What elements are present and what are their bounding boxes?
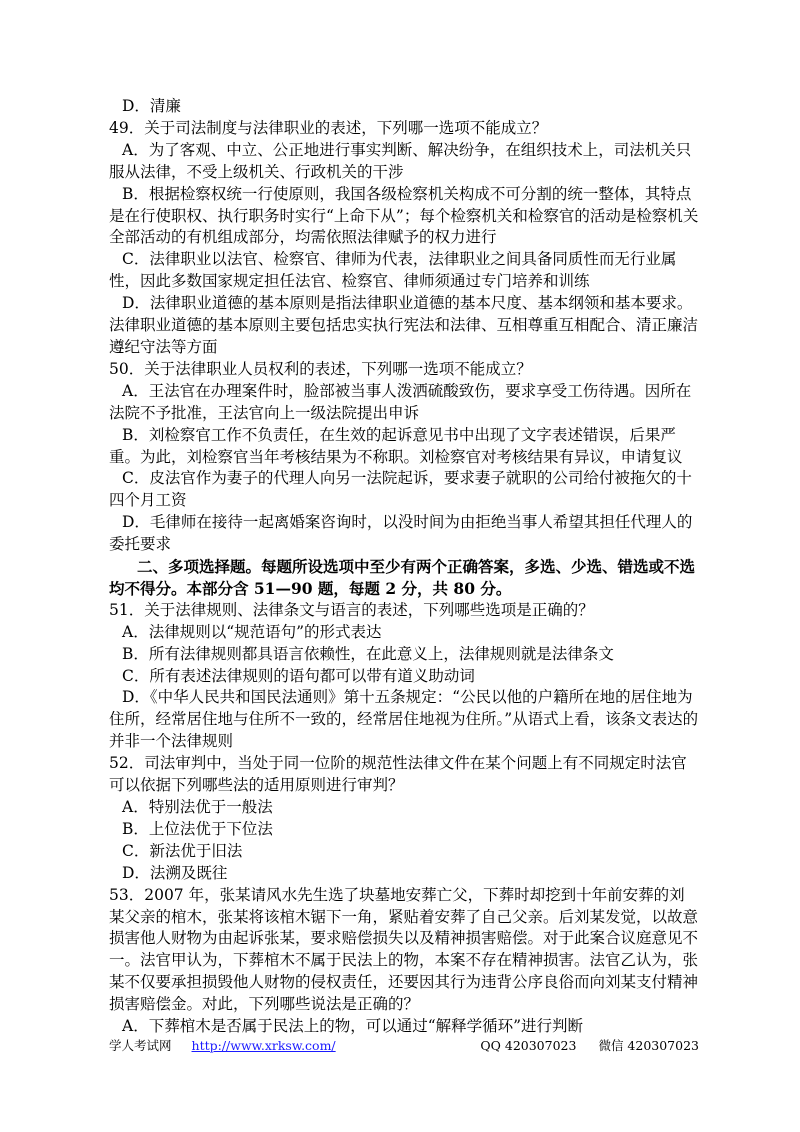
footer-url-link[interactable]: http://www.xrksw.com/ — [191, 1038, 336, 1053]
answer-option: D．法律职业道德的基本原则是指法律职业道德的基本尺度、基本纲领和基本要求。法律职业道德的基本原则主要包括忠实执行宪法和法律、互相尊重互相配合、清正廉洁遵纪守法等方面 — [109, 294, 699, 356]
answer-option: D．法溯及既往 — [122, 863, 228, 882]
question-stem: 50．关于法律职业人员权利的表述，下列哪一选项不能成立？ — [109, 359, 532, 378]
footer-right — [480, 1038, 699, 1054]
answer-option: B．所有法律规则都具语言依赖性，在此意义上，法律规则就是法律条文 — [122, 644, 614, 663]
answer-option: B．刘检察官工作不负责任，在生效的起诉意见书中出现了文字表述错误，后果严重。为此，刘检察官当年考核结果为不称职。刘检察官对考核结果有异议，申请复议 — [109, 425, 683, 466]
question-stem: 49．关于司法制度与法律职业的表述，下列哪一选项不能成立？ — [109, 118, 548, 137]
question-stem: 51．关于法律规则、法律条文与语言的表述，下列哪些选项是正确的？ — [109, 600, 594, 619]
footer-wechat: 微信 420307023 — [598, 1038, 699, 1053]
document-body — [109, 96, 699, 1038]
answer-option: C．法律职业以法官、检察官、律师为代表，法律职业之间具备同质性而无行业属性，因此多数国家规定担任法官、检察官、律师须通过专门培养和训练 — [109, 250, 677, 291]
answer-option: C．所有表述法律规则的语句都可以带有道义助动词 — [122, 666, 475, 685]
answer-option: D．清廉 — [122, 97, 181, 115]
question-stem: 52．司法审判中，当处于同一位阶的规范性法律文件在某个问题上有不同规定时法官可以依据下列哪些法的适用原则进行审判？ — [109, 754, 687, 795]
answer-option: A．法律规则以“规范语句”的形式表达 — [122, 622, 382, 641]
page-footer — [109, 1038, 699, 1054]
answer-option: B．上位法优于下位法 — [122, 819, 273, 838]
answer-option: C．皮法官作为妻子的代理人向另一法院起诉，要求妻子就职的公司给付被拖欠的十四个月工资 — [109, 469, 692, 510]
footer-left — [109, 1038, 336, 1054]
section-heading: 二、多项选择题。每题所设选项中至少有两个正确答案，多选、少选、错选或不选均不得分。本部分含 51—90 题，每题 2 分，共 80 分。 — [109, 557, 696, 598]
answer-option: D．毛律师在接待一起离婚案咨询时，以没时间为由拒绝当事人希望其担任代理人的委托要求 — [109, 513, 693, 554]
question-stem: 53．2007 年，张某请风水先生选了块墓地安葬亡父，下葬时却挖到十年前安葬的刘某父亲的棺木，张某将该棺木锯下一角，紧贴着安葬了自己父亲。后刘某发觉，以故意损害他人财物为由起诉张某，要求赔偿损失以及精神损害赔偿。对于此案合议庭意见不一。法官甲认为，下葬棺木不属于民法上的物，本案不存在精神损害。法官乙认为，张某不仅要承担损毁他人财物的侵权责任，还要因其行为违背公序良俗而向刘某支付精神损害赔偿金。对此，下列哪些说法是正确的？ — [109, 885, 699, 1014]
answer-option: B．根据检察权统一行使原则，我国各级检察机关构成不可分割的统一整体，其特点是在行使职权、执行职务时实行“上命下从”；每个检察机关和检察官的活动是检察机关全部活动的有机组成部分，均需依照法律赋予的权力进行 — [109, 184, 699, 247]
answer-option: A．下葬棺木是否属于民法上的物，可以通过“解释学循环”进行判断 — [122, 1017, 584, 1036]
answer-option: A．王法官在办理案件时，脸部被当事人泼洒硫酸致伤，要求享受工伤待遇。因所在法院不予批准，王法官向上一级法院提出申诉 — [109, 381, 692, 422]
footer-qq: QQ 420307023 — [480, 1038, 577, 1053]
footer-site-name: 学人考试网 — [109, 1038, 172, 1053]
answer-option: C．新法优于旧法 — [122, 841, 243, 860]
answer-option: D．《中华人民共和国民法通则》第十五条规定：“公民以他的户籍所在地的居住地为住所，经常居住地与住所不一致的，经常居住地视为住所。”从语式上看，该条文表达的并非一个法律规则 — [109, 688, 699, 751]
answer-option: A．为了客观、中立、公正地进行事实判断、解决纷争，在组织技术上，司法机关只服从法律，不受上级机关、行政机关的干涉 — [109, 140, 692, 181]
answer-option: A．特别法优于一般法 — [122, 798, 273, 816]
